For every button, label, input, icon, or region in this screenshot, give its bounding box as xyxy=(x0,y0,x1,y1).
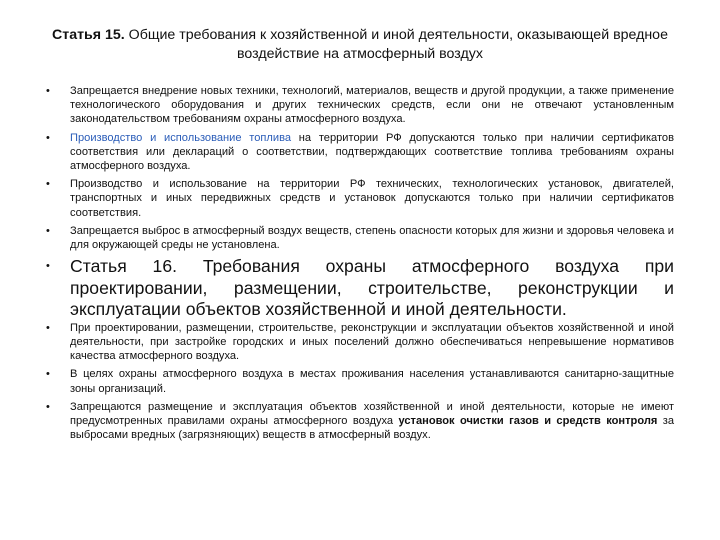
list-item-text: При проектировании, размещении, строительстве, реконструкции и эксплуатации объектов хозяйственной и иной деятельности, при застройке городских и иных поселений должно обеспечиваться непревышение нормативов качества атмосферного воздуха. xyxy=(70,321,674,363)
bullet-icon: • xyxy=(46,131,50,144)
list-item xyxy=(46,224,674,252)
list-item xyxy=(46,321,674,364)
article-15-heading: Общие требования к хозяйственной и иной деятельности, оказывающей вредное воздействие на атмосферный воздух xyxy=(124,27,668,62)
list-item xyxy=(46,367,674,395)
article-16-items xyxy=(46,321,674,443)
list-item xyxy=(46,84,674,127)
article-15-list xyxy=(46,84,674,252)
article-16-heading xyxy=(46,256,674,321)
bullet-icon: • xyxy=(46,368,50,381)
article-16-text: Статья 16. Требования охраны атмосферного воздуха при проектировании, размещении, строительстве, реконструкции и эксплуатации объектов хозяйственной и иной деятельности. xyxy=(70,256,674,320)
list-item-text: за выбросами вредных (загрязняющих) веществ в атмосферный воздух. xyxy=(70,414,674,442)
bullet-icon: • xyxy=(46,85,50,97)
bullet-icon: • xyxy=(46,321,50,334)
list-item-text: на территории РФ допускаются только при наличии сертификатов соответствия или деклараций о соответствии, подтверждающих соответствие топлива требованиям охраны атмосферного воздуха. xyxy=(70,131,674,173)
list-item xyxy=(46,400,674,443)
list-item-text: В целях охраны атмосферного воздуха в местах проживания населения устанавливаются санитарно-защитные зоны организаций. xyxy=(70,368,674,395)
bullet-icon: • xyxy=(46,224,50,237)
list-item-text: Производство и использование на территории РФ технических, технологических установок, двигателей, транспортных и иных передвижных средств и установок допускаются только при наличии сертификатов соответствия. xyxy=(70,178,674,219)
list-item-text: Запрещаются размещение и эксплуатация объектов хозяйственной и иной деятельности, которые не имеют предусмотренных правилами охраны атмосферного воздуха xyxy=(70,400,674,427)
list-item xyxy=(46,131,674,174)
article-16-list xyxy=(46,256,674,321)
list-item-text: Запрещается внедрение новых техники, технологий, материалов, веществ и другой продукции, а также применение технологического оборудования и других технических средств, если они не отвечают установленным законодательством требованиям охраны атмосферного воздуха. xyxy=(70,85,674,126)
article-15-number: Статья 15. xyxy=(52,27,125,43)
list-item-bold: установок очистки газов и средств контроля xyxy=(398,414,658,427)
bullet-icon: • xyxy=(46,400,50,413)
slide-title xyxy=(46,26,674,64)
bullet-icon: • xyxy=(46,178,50,191)
fuel-link[interactable]: Производство и использование топлива xyxy=(70,131,292,144)
bullet-icon: • xyxy=(46,260,50,273)
list-item-text: Запрещается выброс в атмосферный воздух веществ, степень опасности которых для жизни и здоровья человека и для окружающей среды не установлена. xyxy=(70,224,674,252)
list-item xyxy=(46,177,674,220)
